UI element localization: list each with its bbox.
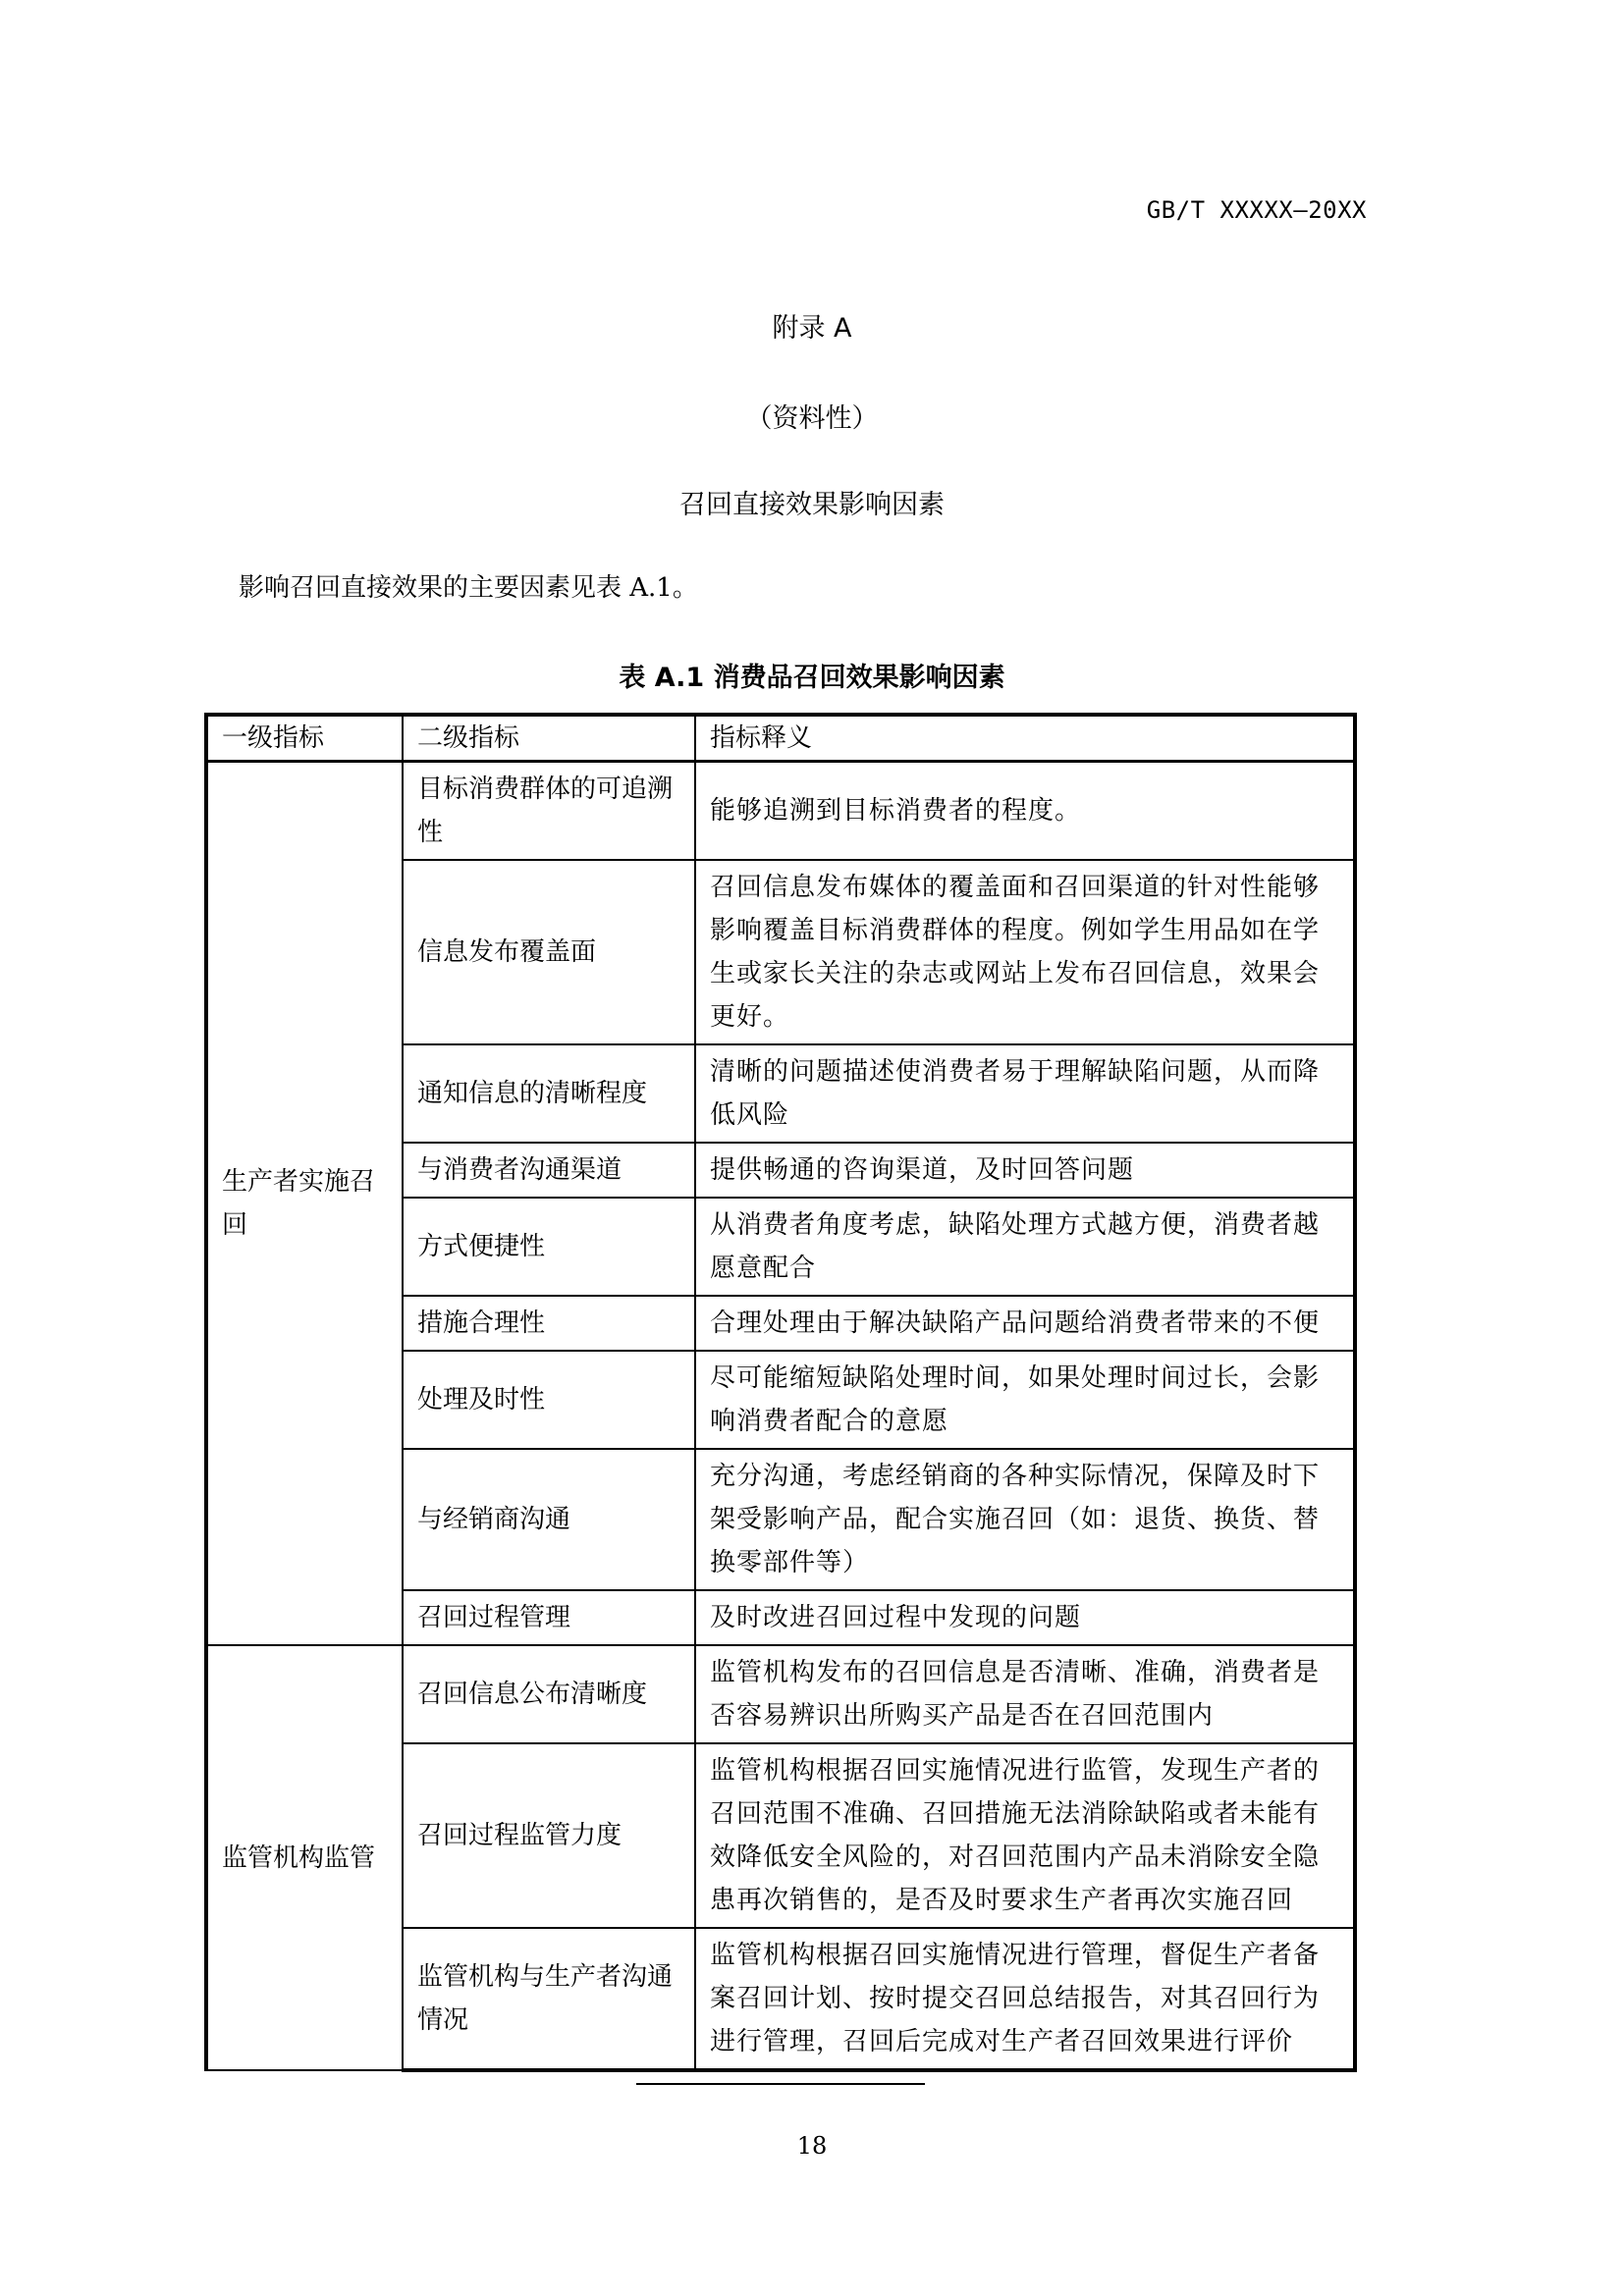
level2-cell: 措施合理性	[403, 1296, 695, 1351]
explanation-cell: 尽可能缩短缺陷处理时间，如果处理时间过长，会影响消费者配合的意愿	[695, 1351, 1355, 1449]
page-number: 18	[796, 2132, 828, 2160]
explanation-cell: 从消费者角度考虑，缺陷处理方式越方便，消费者越愿意配合	[695, 1198, 1355, 1296]
explanation-cell: 及时改进召回过程中发现的问题	[695, 1590, 1355, 1645]
explanation-cell: 提供畅通的咨询渠道，及时回答问题	[695, 1143, 1355, 1198]
table-row	[206, 762, 1355, 861]
level2-cell: 与消费者沟通渠道	[403, 1143, 695, 1198]
level2-cell: 信息发布覆盖面	[403, 860, 695, 1044]
table-caption: 表 A.1 消费品召回效果影响因素	[619, 663, 1005, 693]
explanation-cell: 监管机构根据召回实施情况进行监管，发现生产者的召回范围不准确、召回措施无法消除缺陷或者未能有效降低安全风险的，对召回范围内产品未消除安全隐患再次销售的，是否及时要求生产者再次实施召回	[695, 1743, 1355, 1928]
explanation-cell: 清晰的问题描述使消费者易于理解缺陷问题，从而降低风险	[695, 1044, 1355, 1143]
table-header-row	[206, 715, 1355, 762]
end-rule	[636, 2083, 925, 2085]
level2-cell: 与经销商沟通	[403, 1449, 695, 1590]
table-row	[206, 1645, 1355, 1743]
level2-cell: 召回过程管理	[403, 1590, 695, 1645]
level2-cell: 方式便捷性	[403, 1198, 695, 1296]
factors-table	[204, 713, 1357, 2072]
level2-cell: 处理及时性	[403, 1351, 695, 1449]
level1-cell: 生产者实施召回	[206, 762, 403, 1646]
header-level2: 二级指标	[403, 715, 695, 762]
header-level1: 一级指标	[206, 715, 403, 762]
explanation-cell: 合理处理由于解决缺陷产品问题给消费者带来的不便	[695, 1296, 1355, 1351]
level2-cell: 通知信息的清晰程度	[403, 1044, 695, 1143]
level2-cell: 目标消费群体的可追溯性	[403, 762, 695, 861]
header-explanation: 指标释义	[695, 715, 1355, 762]
level1-cell: 监管机构监管	[206, 1645, 403, 2070]
level2-cell: 监管机构与生产者沟通情况	[403, 1928, 695, 2070]
appendix-title: 附录 A	[772, 313, 852, 344]
level2-cell: 召回信息公布清晰度	[403, 1645, 695, 1743]
explanation-cell: 充分沟通，考虑经销商的各种实际情况，保障及时下架受影响产品，配合实施召回（如：退货、换货、替换零部件等）	[695, 1449, 1355, 1590]
explanation-cell: 监管机构根据召回实施情况进行管理，督促生产者备案召回计划、按时提交召回总结报告，对其召回行为进行管理，召回后完成对生产者召回效果进行评价	[695, 1928, 1355, 2070]
intro-paragraph: 影响召回直接效果的主要因素见表 A.1。	[239, 573, 698, 603]
standard-code: GB/T XXXXX—20XX	[1146, 196, 1367, 224]
appendix-type: （资料性）	[745, 403, 879, 434]
section-title: 召回直接效果影响因素	[679, 490, 945, 520]
explanation-cell: 监管机构发布的召回信息是否清晰、准确，消费者是否容易辨识出所购买产品是否在召回范围内	[695, 1645, 1355, 1743]
explanation-cell: 召回信息发布媒体的覆盖面和召回渠道的针对性能够影响覆盖目标消费群体的程度。例如学生用品如在学生或家长关注的杂志或网站上发布召回信息，效果会更好。	[695, 860, 1355, 1044]
level2-cell: 召回过程监管力度	[403, 1743, 695, 1928]
explanation-cell: 能够追溯到目标消费者的程度。	[695, 762, 1355, 861]
